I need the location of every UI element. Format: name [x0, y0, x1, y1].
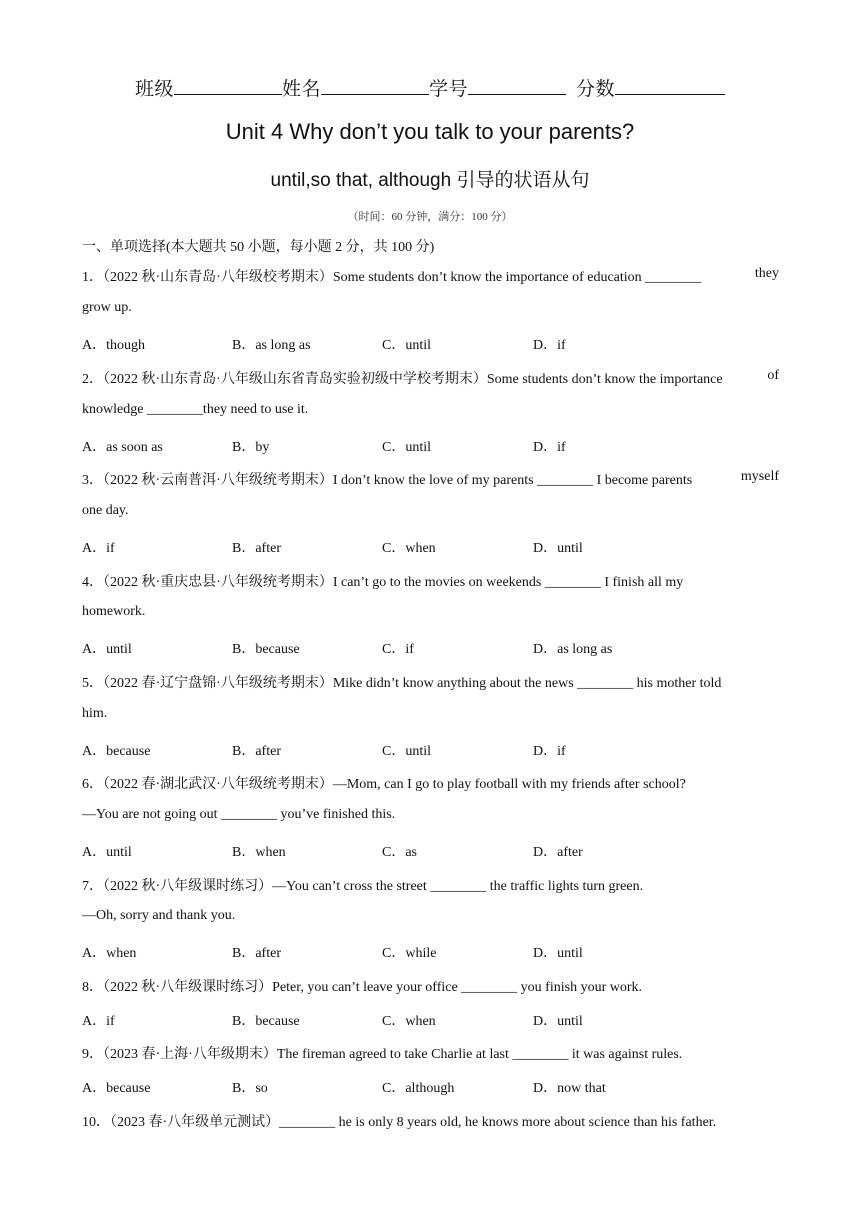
question-1-stem-end: they: [754, 266, 779, 281]
question-1-line-1: [82, 266, 779, 286]
question-7-line-1: 7．（2022 秋·八年级课时练习）—You can’t cross the street ________ the traffic lights turn green.: [82, 879, 644, 894]
student-id-blank: [468, 76, 566, 95]
exam-meta: （时间：60 分钟，满分：100 分）: [347, 211, 513, 223]
option-a[interactable]: A．though: [82, 338, 145, 353]
option-b[interactable]: B．after: [232, 946, 281, 961]
question-3-line-2: one day.: [82, 503, 129, 518]
question-1-stem: 1．（2022 秋·山东青岛·八年级校考期末）Some students don’t know the importance of education ________: [82, 270, 702, 285]
page-title: Unit 4 Why don’t you talk to your parents?: [225, 119, 635, 144]
option-c[interactable]: C．while: [382, 946, 437, 961]
question-5-line-2: him.: [82, 706, 108, 721]
class-label: 班级: [134, 79, 174, 100]
question-4-line-1: 4．（2022 秋·重庆忠县·八年级统考期末）I can’t go to the movies on weekends ________ I finish all my: [82, 575, 684, 590]
option-a[interactable]: A．because: [82, 1081, 151, 1096]
option-a[interactable]: A．because: [82, 744, 151, 759]
question-3-stem: 3．（2022 秋·云南普洱·八年级统考期末）I don’t know the love of my parents ________ I become parents: [82, 473, 693, 488]
question-3-stem-end: myself: [740, 469, 779, 484]
question-2-stem: 2．（2022 秋·山东青岛·八年级山东省青岛实验初级中学校考期末）Some students don’t know the importance: [82, 372, 723, 387]
option-c[interactable]: C．until: [382, 744, 432, 759]
option-a[interactable]: A．if: [82, 541, 115, 556]
question-4-line-2: homework.: [82, 604, 146, 619]
question-2-line-1: [82, 368, 779, 388]
option-c[interactable]: C．as: [382, 845, 417, 860]
name-label: 姓名: [281, 79, 321, 100]
option-d[interactable]: D．if: [533, 440, 566, 455]
option-a[interactable]: A．until: [82, 845, 132, 860]
page-subtitle: until,so that, although 引导的状语从句: [270, 170, 590, 191]
option-b[interactable]: B．when: [232, 845, 286, 860]
question-5-line-1: 5．（2022 春·辽宁盘锦·八年级统考期末）Mike didn’t know anything about the news ________ his mother told: [82, 676, 722, 691]
option-d[interactable]: D．until: [533, 946, 583, 961]
option-b[interactable]: B．because: [232, 1014, 300, 1029]
option-c[interactable]: C．until: [382, 440, 432, 455]
student-id-label: 学号: [429, 79, 469, 100]
question-6-line-2: —You are not going out ________ you’ve finished this.: [82, 807, 396, 822]
section-heading: 一、单项选择(本大题共 50 小题，每小题 2 分，共 100 分): [82, 240, 435, 255]
class-blank: [174, 76, 282, 95]
option-d[interactable]: D．if: [533, 744, 566, 759]
option-d[interactable]: D．as long as: [533, 642, 613, 657]
option-c[interactable]: C．although: [382, 1081, 455, 1096]
option-d[interactable]: D．until: [533, 541, 583, 556]
option-a[interactable]: A．until: [82, 642, 132, 657]
question-6-line-1: 6．（2022 春·湖北武汉·八年级统考期末）—Mom, can I go to play football with my friends after school?: [82, 777, 686, 792]
student-info-line: [0, 74, 860, 101]
question-10-line-1: 10．（2023 春·八年级单元测试）________ he is only 8 years old, he knows more about science than his father.: [82, 1115, 717, 1130]
option-a[interactable]: A．if: [82, 1014, 115, 1029]
option-d[interactable]: D．now that: [533, 1081, 606, 1096]
option-c[interactable]: C．until: [382, 338, 432, 353]
question-2-stem-end: of: [767, 368, 779, 383]
score-blank: [615, 76, 725, 95]
option-b[interactable]: B．so: [232, 1081, 268, 1096]
option-d[interactable]: D．until: [533, 1014, 583, 1029]
question-9-line-1: 9．（2023 春·上海·八年级期末）The fireman agreed to take Charlie at last ________ it was against rules.: [82, 1047, 683, 1062]
option-c[interactable]: C．when: [382, 1014, 436, 1029]
question-8-line-1: 8．（2022 秋·八年级课时练习）Peter, you can’t leave your office ________ you finish your work.: [82, 980, 642, 995]
option-a[interactable]: A．as soon as: [82, 440, 163, 455]
question-1-line-2: grow up.: [82, 300, 132, 315]
option-d[interactable]: D．after: [533, 845, 583, 860]
question-3-line-1: [82, 469, 779, 489]
option-b[interactable]: B．because: [232, 642, 300, 657]
option-b[interactable]: B．by: [232, 440, 270, 455]
option-d[interactable]: D．if: [533, 338, 566, 353]
name-blank: [321, 76, 429, 95]
option-b[interactable]: B．after: [232, 541, 281, 556]
option-b[interactable]: B．as long as: [232, 338, 311, 353]
option-b[interactable]: B．after: [232, 744, 281, 759]
score-label: 分数: [576, 79, 616, 100]
option-c[interactable]: C．if: [382, 642, 414, 657]
question-2-line-2: knowledge ________they need to use it.: [82, 402, 309, 417]
question-7-line-2: —Oh, sorry and thank you.: [82, 908, 236, 923]
option-c[interactable]: C．when: [382, 541, 436, 556]
option-a[interactable]: A．when: [82, 946, 137, 961]
